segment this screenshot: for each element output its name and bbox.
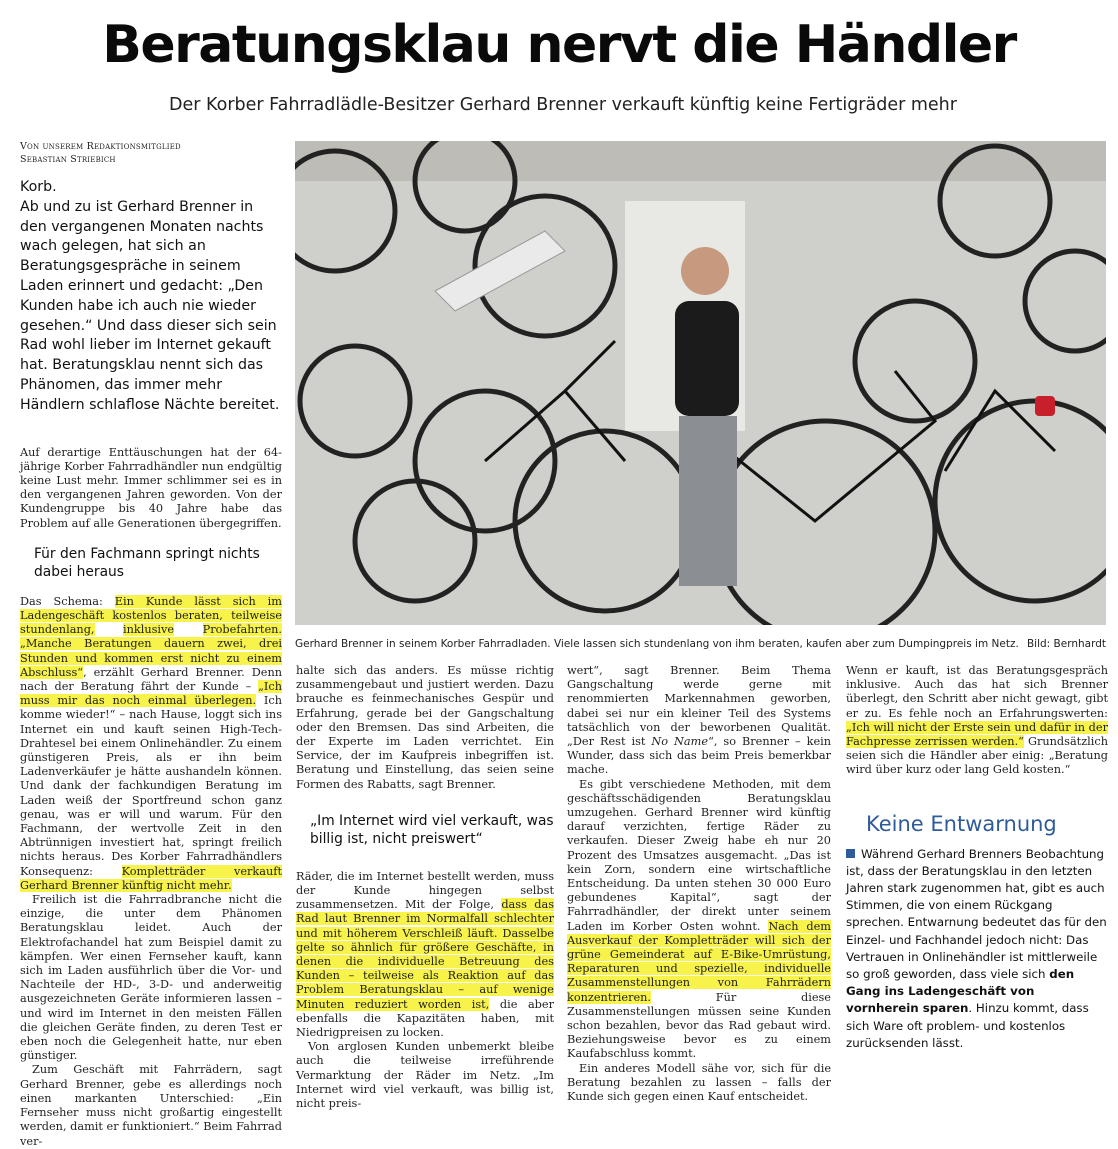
paragraph: Freilich ist die Fahrradbranche nicht die einzige, die unter dem Phänomen Beratungsklau leidet. Auch der Elektrofachandel hat zum Beispiel damit zu kämpfen. Wer einen Fernseher kauft, kann sich im Laden ausführlich über die Vor- und Nachteile der HD-, 3-D- und anderweitig ausgezeichneten Geräte informieren lassen – und wird im Internet in den meisten Fällen die gleichen Geräte finden, zu deren Test er eben noch die Gelegenheit hatte, nur eben günstiger. — [20, 893, 282, 1063]
subhead-fachmann: Für den Fachmann springt nichts dabei heraus — [34, 545, 260, 580]
paragraph: halte sich das anders. Es müsse richtig zusammengebaut und justiert werden. Dazu brauche es feinmechanisches Gespür und Erfahrung, gerade bei der Gangschaltung oder den Bremsen. Das sind Arbeiten, die der Experte im Laden verrichtet. Ein Service, der im Kaufpreis inbegriffen ist. Beratung und Einstellung, das seien seine Formen des Rabatts, sagt Brenner. — [296, 664, 554, 791]
highlight: „Ich will nicht der Erste sein und dafür in der Fachpresse zerrissen werden.“ — [846, 720, 1108, 749]
byline-author: Sebastian Striebich — [20, 154, 116, 165]
paragraph: Zum Geschäft mit Fahrrädern, sagt Gerhard Brenner, gebe es allerdings noch einen markanten Unterschied: „Ein Fernseher muss nicht großartig eingestellt werden, damit er funktioniert.“ Beim Fahrrad ver- — [20, 1063, 282, 1148]
paragraph: Ein anderes Modell sähe vor, sich für die Beratung bezahlen zu lassen – falls der Kunde sich gegen einen Kauf entscheidet. — [567, 1061, 831, 1104]
paragraph: Von arglosen Kunden unbemerkt bleibe auch die teilweise irreführende Vermarktung der Räder im Netz. „Im Internet wird viel verkauft, was billig ist, nicht preis- — [296, 1040, 554, 1111]
intro-paragraph — [20, 446, 282, 531]
paragraph: Es gibt verschiedene Methoden, mit dem geschäftsschädigenden Beratungsklau umzugehen. Gerhard Brenner wird künftig darauf verzichten, fertige Räder zu verkaufen. Dieser Zweig habe eh nur 20 Prozent des Umsatzes ausgemacht. „Das ist kein Zorn, sondern eine wirtschaftliche Entscheidung. Da unten stehen 30 000 Euro gebundenes Kapital“, sagt der Fahrradhändler, der direkt unter seinem Laden im Korber Osten wohnt. Nach dem Ausverkauf der Kompletträder will sich der grüne Gemeinderat auf E-Bike-Umrüstung, Reparaturen und spezielle, individuelle Zusammenstellungen von Fahrrädern konzentrieren. Für diese Zusammenstellungen müssen seine Kunden schon bezahlen, bevor das Rad gebaut wird. Beziehungsweise bevor es zu einem Kaufabschluss kommt. — [567, 777, 831, 1061]
photo-caption: Gerhard Brenner in seinem Korber Fahrradladen. Viele lassen sich stundenlang von ihm beraten, kaufen aber zum Dumpingpreis im Netz. — [295, 638, 1019, 650]
headline: Beratungsklau nervt die Händler — [102, 15, 1016, 75]
column-4-body — [846, 664, 1108, 778]
photo-credit: Bild: Bernhardt — [1026, 638, 1106, 650]
byline-role: Von unserem Redaktionsmitglied — [20, 141, 181, 152]
lead-text: Ab und zu ist Gerhard Brenner in den vergangenen Monaten nachts wach gelegen, hat sich an Beratungsgespräche in seinem Laden erinnert und gedacht: „Den Kunden habe ich auch nie wieder gesehen.“ Und dass dieser sich sein Rad wohl lieber im Internet gekauft hat. Beratungsklau nennt sich das Phänomen, das immer mehr Händlern schlaflose Nächte bereitet. — [20, 198, 280, 413]
paragraph: Räder, die im Internet bestellt werden, muss der Kunde hingegen selbst zusammensetzen. Mit der Folge, dass das Rad laut Brenner im Normalfall schlechter und mit höherem Verschleiß läuft. Dasselbe gelte so ähnlich für größere Geschäfte, in denen die individuelle Betreuung des Kunden – teilweise als Reaktion auf das Problem Beratungsklau – auf wenige Minuten reduziert worden ist, die aber ebenfalls die Kapazitäten haben, mit Niedrigpreisen zu locken. — [296, 869, 555, 1040]
box-title: Keine Entwarnung — [866, 811, 1057, 836]
highlight: Kompletträder verkauft Gerhard Brenner künftig nicht mehr. — [20, 864, 282, 892]
highlight: Ein Kunde lässt sich im Ladengeschäft kostenlos beraten, teilweise stundenlang, — [20, 594, 283, 637]
column-3 — [567, 664, 831, 1104]
column-2-body-cont — [296, 870, 554, 1111]
highlight: „Ich muss mir das noch einmal überlegen. — [20, 680, 282, 708]
subheadline: Der Korber Fahrradlädle-Besitzer Gerhard Brenner verkauft künftig keine Fertigräder mehr — [169, 95, 957, 115]
byline — [20, 140, 282, 166]
highlight: Nach dem Ausverkauf der Kompletträder will sich der grüne Gemeinderat auf E-Bike-Umrüstung, Reparaturen und spezielle, individuelle Zusammenstellungen von Fahrrädern konzentrieren. — [567, 919, 831, 1004]
square-bullet-icon — [846, 849, 855, 858]
column-1-body — [20, 595, 282, 1149]
intro-text: Auf derartige Enttäuschungen hat der 64-jährige Korber Fahrradhändler nun endgültig keine Lust mehr. Immer schlimmer sei es in den vergangenen Jahren geworden. Von der Kundengruppe bis 40 Jahre habe das Problem auf alle Generationen übergegriffen. — [20, 445, 282, 530]
photo-caption-row — [295, 638, 1106, 650]
subhead-internet: „Im Internet wird viel verkauft, was billig ist, nicht preiswert“ — [310, 812, 554, 847]
paragraph: Das Schema: Ein Kunde lässt sich im Ladengeschäft kostenlos beraten, teilweise stundenlang, inklusive Probefahrten. „Manche Beratungen dauern zwei, drei Stunden und kommen erst nicht zu einem Abschluss“, erzählt Gerhard Brenner. Denn nach der Beratung fährt der Kunde – „Ich muss mir das noch einmal überlegen. Ich komme wieder!“ – nach Hause, loggt sich ins Internet ein und kauft seinen High-Tech-Drahtesel bei einem Onlinehändler. Zu einem günstigeren Preis, als er ihn beim Ladenverkäufer je hätte aushandeln können. Und dank der fachkundigen Beratung im Laden weiß der Sportfreund schon ganz genau, was er will und warum. Für den Fachmann, der wertvolle Zeit in den Abtrünnigen investiert hat, springt freilich nichts heraus. Des Korber Fahrradhändlers Konsequenz: Kompletträder verkauft Gerhard Brenner künftig nicht mehr. — [20, 594, 283, 892]
photo-illustration — [295, 141, 1106, 625]
column-1 — [20, 140, 282, 1149]
column-3-body — [567, 664, 831, 1104]
paragraph: Wenn er kauft, ist das Beratungsgespräch inklusive. Auch das hat sich Brenner überlegt, den Schritt aber nicht gewagt, gibt er zu. Es fehle noch an Erfahrungswerten: „Ich will nicht der Erste sein und dafür in der Fachpresse zerrissen werden.“ Grundsätzlich seien sich die Händler aber einig: „Beratung wird über kurz oder lang Geld kosten.“ — [846, 664, 1108, 777]
column-2 — [296, 664, 554, 1111]
column-4 — [846, 664, 1108, 1052]
paragraph: wert“, sagt Brenner. Beim Thema Gangschaltung werde gerne mit renommierten Markennahmen geworben, dabei sei nur ein kleiner Teil des Systems tatsächlich von der beworbenen Qualität. „Der Rest ist No Name“, so Brenner – kein Wunder, dass sich das beim Preis bemerkbar mache. — [567, 664, 832, 777]
highlight: inklusive — [123, 623, 175, 637]
bike-shop-photo — [295, 141, 1106, 625]
highlight: dass das Rad laut Brenner im Normalfall schlechter und mit höherem Verschleiß läuft. Dasselbe gelte so ähnlich für größere Geschäfte, in denen die individuelle Betreuung des Kunden – teilweise als Reaktion auf das Problem Beratungsklau – auf wenige Minuten reduziert worden ist, — [296, 898, 555, 1011]
box-text: Während Gerhard Brenners Beobachtung ist, dass der Beratungsklau in den letzten Jahren stark zugenommen hat, gibt es auch Stimmen, die von einem Rückgang sprechen. Entwarnung bedeutet das für den Einzel- und Fachhandel jedoch nicht: Das Vertrauen in Onlinehändler ist mittlerweile so groß geworden, dass viele sich den Gang ins Ladengeschäft von vornherein sparen. Hinzu kommt, dass sich Ware oft problem- und kostenlos zurücksenden lässt. — [846, 846, 1107, 1050]
dateline: Korb. — [20, 179, 57, 195]
lead-paragraph — [20, 178, 282, 416]
column-2-body — [296, 664, 554, 792]
highlight: Probefahrten. „Manche Beratungen dauern zwei, drei Stunden und kommen erst nicht zu einem Abschluss“ — [20, 623, 283, 679]
